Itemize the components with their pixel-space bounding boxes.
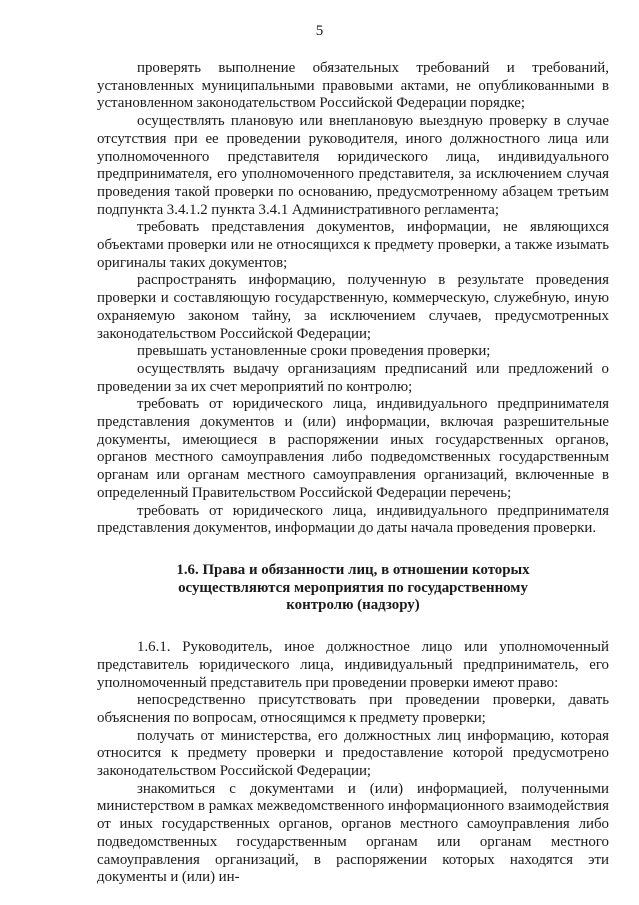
paragraph: распространять информацию, полученную в результате проведения проверки и составляющую государственную, коммерческую, служебную, иную охраняемую законом тайну, за исключением случаев, предусмотренных законодательством Российской Федерации;	[97, 272, 609, 342]
section-heading-line: осуществляются мероприятия по государственному	[178, 579, 528, 596]
section-heading	[97, 562, 609, 615]
document-body	[97, 60, 609, 887]
paragraph: требовать от юридического лица, индивидуального предпринимателя представления документов, информации до даты начала проведения проверки.	[97, 502, 609, 537]
page-number: 5	[315, 23, 324, 39]
paragraph: проверять выполнение обязательных требований и требований, установленных муниципальными правовыми актами, не опубликованными в установленном законодательством Российской Федерации порядке;	[97, 60, 609, 112]
paragraph: превышать установленные сроки проведения проверки;	[137, 343, 491, 360]
paragraph: 1.6.1. Руководитель, иное должностное лицо или уполномоченный представитель юридического лица, индивидуальный предприниматель, его уполномоченный представитель при проведении проверки имеют право:	[97, 639, 609, 691]
paragraph: знакомиться с документами и (или) информацией, полученными министерством в рамках межведомственного информационного взаимодействия от иных государственных органов, органов местного самоуправления либо подведомственных государственным органам или органам местного самоуправления организаций, в распоряжении которых находятся эти документы и (или) ин-	[97, 780, 609, 886]
section-heading-line: 1.6. Права и обязанности лиц, в отношении которых	[176, 561, 530, 578]
paragraph: осуществлять выдачу организациям предписаний или предложений о проведении за их счет мероприятий по контролю;	[97, 360, 609, 395]
paragraph: требовать представления документов, информации, не являющихся объектами проверки или не относящихся к предмету проверки, а также изымать оригиналы таких документов;	[97, 219, 609, 271]
paragraph: непосредственно присутствовать при проведении проверки, давать объяснения по вопросам, относящимся к предмету проверки;	[97, 692, 609, 726]
paragraph: осуществлять плановую или внеплановую выездную проверку в случае отсутствия при ее проведении руководителя, иного должностного лица или уполномоченного представителя юридического лица, индивидуального предпринимателя, его уполномоченного представителя, за исключением случая проведения такой проверки по основанию, предусмотренному абзацем третьим подпункта 3.4.1.2 пункта 3.4.1 Административного регламента;	[97, 113, 609, 218]
paragraph: получать от министерства, его должностных лиц информацию, которая относится к предмету проверки и предоставление которой предусмотрено законодательством Российской Федерации;	[97, 727, 609, 780]
paragraph: требовать от юридического лица, индивидуального предпринимателя представления документов и (или) информации, включая разрешительные документы, имеющиеся в распоряжении иных государственных органов, органов местного самоуправления либо подведомственных государственным органам или органам местного самоуправления организаций, включенные в определенный Правительством Российской Федерации перечень;	[97, 396, 609, 501]
section-heading-line: контролю (надзору)	[286, 597, 420, 614]
